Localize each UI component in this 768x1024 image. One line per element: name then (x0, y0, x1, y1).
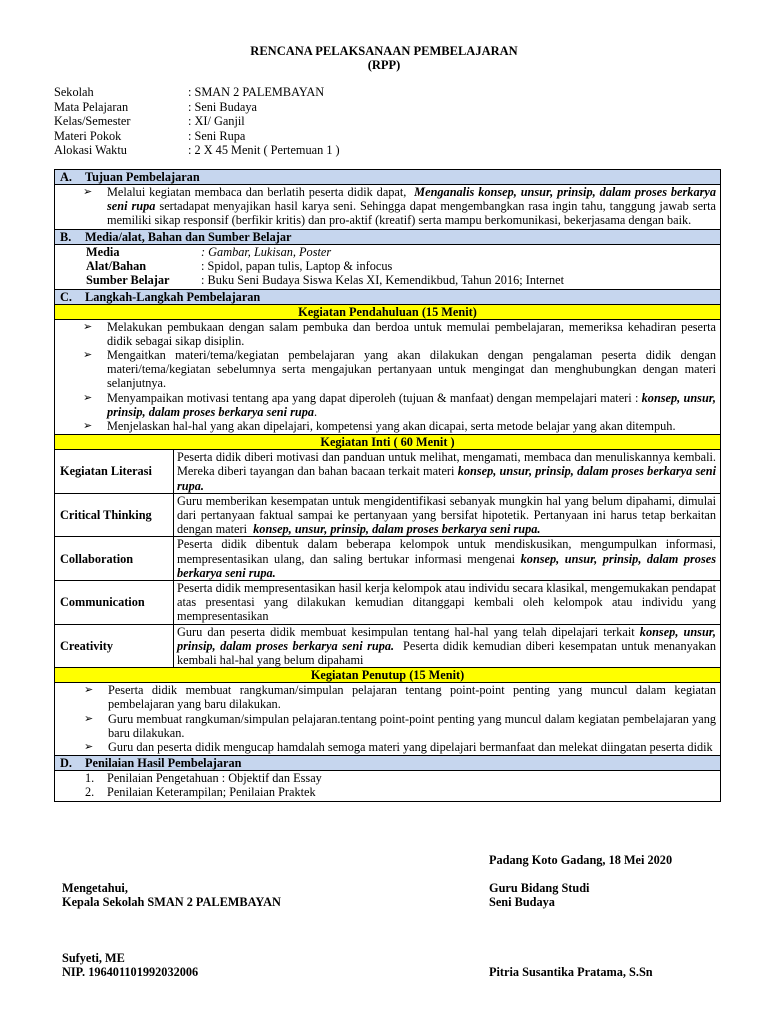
activity-text-main: Peserta didik mempresentasikan hasil kerja kelompok atau individu secara klasikal, mengemukakan pendapat atas presentasi yang dilakukan kemudian ditanggapi kembali oleh kelompok atau individu yang mempresentasikan (177, 580, 716, 624)
section-title: Media/alat, Bahan dan Sumber Belajar (85, 229, 292, 244)
section-title: Tujuan Pembelajaran (85, 170, 200, 184)
activity-text (174, 625, 720, 668)
list-item (55, 320, 720, 348)
section-letter: A. (60, 170, 72, 184)
list-item-emphasis: konsep, unsur, prinsip, dalam proses berkarya seni rupa (107, 390, 716, 419)
place-date: Padang Koto Gadang, 18 Mei 2020 (489, 853, 673, 867)
activity-label: Creativity (55, 625, 174, 668)
rpp-table (54, 169, 721, 802)
activity-text (174, 494, 720, 537)
activity-text-tail: Peserta didik kemudian diberi kesempatan untuk menanyakan kembali hal-hal yang belum dipahami (177, 638, 716, 667)
activity-label: Collaboration (55, 537, 174, 580)
penutup-header: Kegiatan Penutup (15 Menit) (55, 668, 720, 683)
approval-label: Mengetahui, (62, 881, 128, 895)
teacher-label: Guru Bidang Studi (489, 881, 590, 895)
arrow-bullet-icon: ➢ (84, 684, 94, 697)
arrow-bullet-icon: ➢ (84, 740, 94, 753)
info-value: : 2 X 45 Menit ( Pertemuan 1 ) (188, 143, 340, 157)
list-item-text: Menyampaikan motivasi tentang apa yang dapat diperoleh (tujuan & manfaat) dengan mempelajari materi : (107, 390, 639, 405)
info-row (54, 100, 474, 115)
info-row (54, 114, 474, 129)
list-item (55, 785, 720, 799)
info-label: Materi Pokok (54, 128, 122, 143)
pendahuluan-body (55, 320, 720, 436)
activity-text-main: Peserta didik dibentuk dalam beberapa kelompok untuk mendiskusikan, mengumpulkan informasi, mempresentasikan ulang, dan saling bertukar informasi mengenai (177, 537, 716, 566)
list-item (55, 185, 720, 229)
activity-text-main: Peserta didik diberi motivasi dan panduan untuk melihat, mengamati, membaca dan menuliskannya kembali. Mereka diberi tayangan dan bahan bacaan terkait materi (177, 450, 716, 479)
media-value: : Buku Seni Budaya Siswa Kelas XI, Kemendikbud, Tahun 2016; Internet (201, 273, 564, 288)
objective-emphasis: Menganalis konsep, unsur, prinsip, dalam proses berkarya seni rupa (107, 185, 716, 214)
section-a-body (55, 185, 720, 230)
teacher-name: Pitria Susantika Pratama, S.Sn (489, 965, 653, 979)
objective-text-cont: sertadapat menyajikan hasil karya seni. Sehingga dapat mengembangkan rasa ingin tahu, tanggung jawab serta memiliki sikap responsif (berfikir kritis) dan pro-aktif (kreatif) serta mampu berkomunikasi, bekerjasama dengan baik. (107, 199, 716, 228)
list-item (55, 712, 720, 740)
list-item (55, 419, 720, 433)
activity-emphasis: konsep, unsur, prinsip, dalam proses berkarya seni rupa. (177, 624, 716, 653)
section-title: Penilaian Hasil Pembelajaran (85, 756, 242, 771)
activity-text (174, 581, 720, 624)
list-item-text: Peserta didik membuat rangkuman/simpulan pelajaran tentang point-point penting yang muncul dalam kegiatan pembelajaran yang baru dilakukan. (108, 683, 716, 712)
teacher-subject: Seni Budaya (489, 895, 555, 909)
info-value: : Seni Budaya (188, 99, 257, 114)
media-value: : Gambar, Lukisan, Poster (201, 244, 332, 259)
inti-header: Kegiatan Inti ( 60 Menit ) (55, 435, 720, 450)
arrow-bullet-icon: ➢ (83, 348, 93, 361)
info-label: Alokasi Waktu (54, 143, 127, 157)
info-label: Sekolah (54, 85, 94, 99)
activity-text-main: Guru memberikan kesempatan untuk mengidentifikasi sebanyak mungkin hal yang belum dipahami, dimulai dari pertanyaan faktual sampai ke pertanyaan yang bersifat hipotetik. Pertanyaan ini harus tetap berkaitan dengan materi (177, 493, 716, 537)
penutup-body (55, 683, 720, 756)
info-value: : Seni Rupa (188, 128, 246, 143)
arrow-bullet-icon: ➢ (83, 391, 93, 404)
media-value: : Spidol, papan tulis, Laptop & infocus (201, 258, 393, 273)
section-title: Langkah-Langkah Pembelajaran (85, 289, 261, 304)
table-row (55, 625, 720, 669)
arrow-bullet-icon: ➢ (83, 186, 93, 198)
media-label: Sumber Belajar (86, 273, 170, 288)
activity-label: Communication (55, 581, 174, 624)
section-c-header (55, 290, 720, 305)
section-d-body (55, 771, 720, 800)
list-item (55, 683, 720, 711)
activity-emphasis: konsep, unsur, prinsip, dalam proses berkarya seni rupa. (253, 522, 541, 537)
list-item-text: Penilaian Pengetahuan : Objektif dan Essay (107, 771, 322, 786)
section-letter: B. (60, 229, 72, 244)
principal-title: Kepala Sekolah SMAN 2 PALEMBAYAN (62, 895, 281, 909)
activity-emphasis: konsep, unsur, prinsip, dalam proses berkarya seni rupa. (177, 551, 716, 580)
list-item-text: Melakukan pembukaan dengan salam pembuka dan berdoa untuk memulai pembelajaran, memeriksa kehadiran peserta didik sebagai sikap disiplin. (107, 319, 716, 348)
activity-text (174, 537, 720, 580)
list-item (55, 771, 720, 785)
media-label: Alat/Bahan (86, 258, 147, 273)
list-item (55, 348, 720, 391)
section-d-header (55, 756, 720, 771)
activity-text (174, 450, 720, 493)
media-row (55, 273, 720, 287)
info-label: Mata Pelajaran (54, 99, 129, 114)
info-row (54, 129, 474, 144)
info-row (54, 143, 474, 158)
info-row (54, 85, 474, 100)
section-b-body (55, 245, 720, 290)
media-label: Media (86, 244, 120, 259)
item-number: 2. (85, 785, 95, 800)
activity-label: Critical Thinking (55, 494, 174, 537)
activity-label: Kegiatan Literasi (55, 450, 174, 493)
arrow-bullet-icon: ➢ (84, 712, 94, 725)
list-item-text: Guru dan peserta didik mengucap hamdalah semoga materi yang dipelajari bermanfaat dan melekat diingatan peserta didik (108, 739, 713, 754)
section-a-header (55, 170, 720, 185)
info-value: : XI/ Ganjil (188, 114, 245, 128)
activity-text-main: Guru dan peserta didik membuat kesimpulan tentang hal-hal yang telah dipelajari terkait (177, 624, 635, 639)
table-row (55, 581, 720, 625)
principal-nip: NIP. 196401101992032006 (62, 965, 199, 979)
list-item-text: Menjelaskan hal-hal yang akan dipelajari, kompetensi yang akan dicapai, serta metode belajar yang akan ditempuh. (107, 418, 676, 433)
document-title: RENCANA PELAKSANAAN PEMBELAJARAN (250, 44, 518, 58)
table-row (55, 494, 720, 538)
table-row (55, 450, 720, 494)
item-number: 1. (85, 771, 95, 786)
list-item (55, 740, 720, 754)
section-letter: C. (60, 289, 72, 304)
list-item-text: Penilaian Keterampilan; Penilaian Praktek (107, 785, 316, 800)
list-item (55, 391, 720, 419)
activity-emphasis: konsep, unsur, prinsip, dalam proses berkarya seni rupa. (177, 464, 717, 493)
identity-block (54, 85, 474, 158)
list-item-end: . (314, 404, 318, 419)
arrow-bullet-icon: ➢ (83, 419, 93, 432)
list-item-text: Guru membuat rangkuman/simpulan pelajaran.tentang point-point penting yang muncul dalam kegiatan pembelajaran yang baru dilakukan. (108, 711, 716, 740)
media-row (55, 245, 720, 259)
section-letter: D. (60, 756, 72, 771)
info-value: : SMAN 2 PALEMBAYAN (188, 85, 325, 99)
list-item-text: Mengaitkan materi/tema/kegiatan pembelajaran yang akan dilakukan dengan pengalaman peserta didik dengan materi/tema/kegiatan sebelumnya serta mengajukan pertanyaan untuk mengingat dan menghubungkan dengan materi selanjutnya. (107, 347, 716, 391)
pendahuluan-header: Kegiatan Pendahuluan (15 Menit) (55, 305, 720, 320)
table-row (55, 537, 720, 581)
principal-name: Sufyeti, ME (62, 951, 125, 965)
arrow-bullet-icon: ➢ (83, 320, 93, 333)
objective-text: Melalui kegiatan membaca dan berlatih peserta didik dapat, (107, 185, 407, 199)
media-row (55, 259, 720, 273)
document-subtitle: (RPP) (367, 58, 401, 72)
section-b-header (55, 230, 720, 245)
info-label: Kelas/Semester (54, 114, 131, 128)
